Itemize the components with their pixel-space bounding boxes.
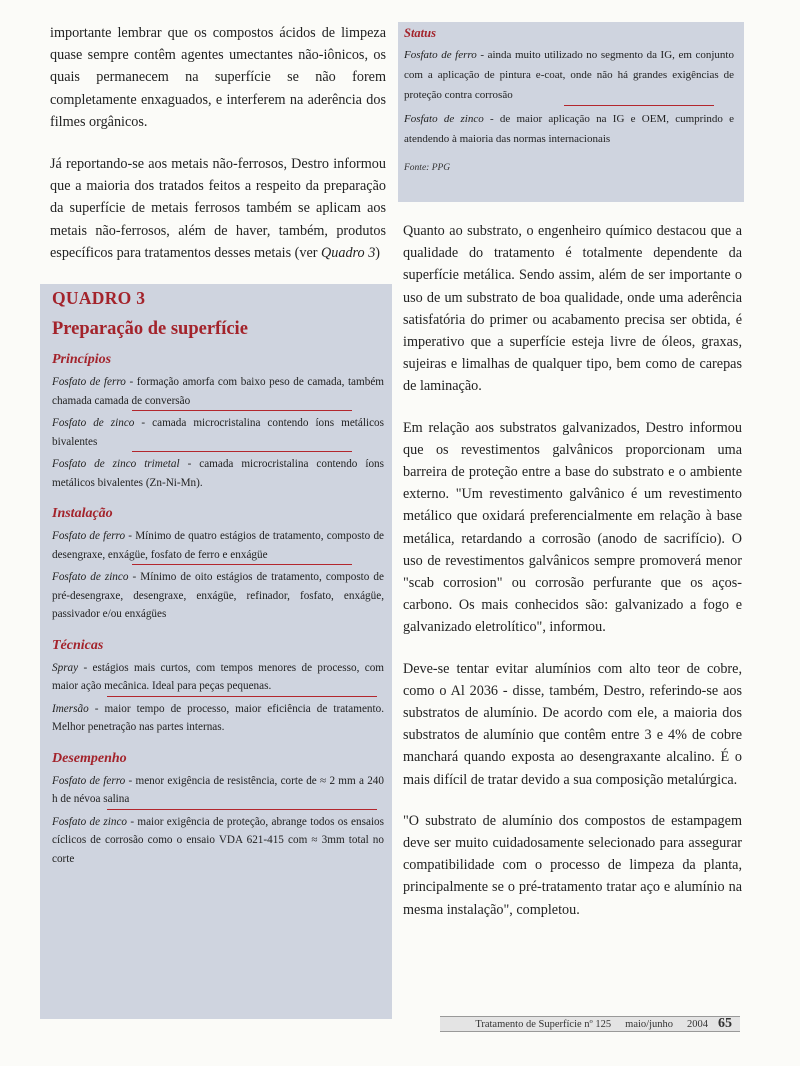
source-note: Fonte: PPG bbox=[404, 163, 451, 173]
item-term: Fosfato de zinco bbox=[52, 571, 129, 583]
quadro-3-box bbox=[40, 284, 392, 1019]
right-column bbox=[403, 220, 742, 921]
item-text: - Mínimo de quatro estágios de tratamento, composto de desengraxe, enxágüe, fosfato de ferro e enxágüe bbox=[52, 530, 384, 561]
item-text: - formação amorfa com baixo peso de camada, também chamada camada de conversão bbox=[52, 376, 384, 407]
item-term: Fosfato de ferro bbox=[52, 774, 126, 787]
section-instalacao bbox=[52, 506, 384, 624]
item-term: Fosfato de ferro bbox=[52, 530, 126, 542]
list-item bbox=[52, 772, 384, 809]
right-paragraph-4: "O substrato de alumínio dos compostos de estampagem deve ser muito cuidadosamente selecionado para assegurar compatibilidade com o processo de limpeza da planta, principalmente se o pré-tratamento tratar aço e alumínio na mesma instalação", completou. bbox=[403, 812, 742, 918]
right-paragraph-2: Em relação aos substratos galvanizados, Destro informou que os revestimentos galvânicos proporcionam uma barreira de proteção entre a base do substrato e o ambiente externo. "Um revestimento galvânico é um revestimento metálico que oxidará preferencialmente em relação à base metálica, retardando a corrosão (anodo de sacrifício). O uso de revestimentos galvânicos sempre promoverá menor "scab corrosion" ou corrosão perfurante que os aços-carbono. Os mais conhecidos são: galvanizado a fogo e galvanizado eletrolítico", informou. bbox=[403, 419, 742, 636]
list-item bbox=[404, 45, 734, 105]
list-item bbox=[52, 414, 384, 451]
left-paragraph-2-end: ) bbox=[375, 244, 381, 261]
quadro-reference: Quadro 3 bbox=[321, 244, 376, 261]
item-term: Spray bbox=[52, 661, 79, 674]
list-item bbox=[52, 527, 384, 564]
section-title: Instalação bbox=[52, 506, 113, 521]
divider bbox=[132, 451, 352, 452]
item-text: - Mínimo de oito estágios de tratamento, composto de pré-desengraxe, desengraxe, enxágüe, refinador, fosfato, enxágüe, passivador e/ou enxágües bbox=[52, 571, 384, 620]
item-text: - camada microcristalina contendo íons metálicos bivalentes bbox=[52, 417, 384, 448]
list-item bbox=[404, 109, 734, 149]
item-text: - menor exigência de resistência, corte de ≈ 2 mm a 240 h de névoa salina bbox=[52, 774, 384, 805]
list-item bbox=[52, 455, 384, 492]
divider bbox=[107, 696, 377, 697]
left-paragraph-1: importante lembrar que os compostos ácidos de limpeza quase sempre contêm agentes umectantes não-iônicos, os quais permanecem na superfície se não forem completamente enxaguados, e interferem na aderência dos filmes orgânicos. bbox=[50, 25, 386, 130]
left-paragraph-2 bbox=[50, 153, 386, 264]
list-item bbox=[52, 659, 384, 696]
item-term: Fosfato de ferro bbox=[404, 49, 477, 61]
divider bbox=[132, 564, 352, 565]
section-title: Princípios bbox=[52, 352, 112, 367]
item-term: Imersão bbox=[52, 702, 89, 715]
publication-name: Tratamento de Superfície nº 125 bbox=[475, 1018, 612, 1030]
list-item bbox=[52, 700, 384, 737]
item-text: - ainda muito utilizado no segmento da IG, em conjunto com a aplicação de pintura e-coat, onde não há grandes exigências de proteção contra corrosão bbox=[404, 49, 734, 101]
item-term: Fosfato de zinco bbox=[52, 815, 128, 828]
status-title: Status bbox=[404, 26, 436, 40]
left-column bbox=[50, 22, 386, 264]
section-desempenho bbox=[52, 751, 384, 869]
item-text: - estágios mais curtos, com tempos menores de processo, com maior ação mecânica. Ideal para peças pequenas. bbox=[52, 661, 384, 692]
status-box bbox=[398, 22, 744, 202]
right-paragraph-3: Deve-se tentar evitar alumínios com alto teor de cobre, como o Al 2036 - disse, também, Destro, referindo-se aos substratos de alumínio. De acordo com ele, a maioria dos substratos de alumínio que contêm entre 3 e 4% de cobre manchará quando exposta ao desengraxante alcalino. É o mais difícil de tratar devido a sua composição metalúrgica. bbox=[403, 660, 742, 788]
issue-label: maio/junho bbox=[625, 1018, 673, 1030]
right-paragraph-1: Quanto ao substrato, o engenheiro químico destacou que a qualidade do tratamento é totalmente dependente da superfície metálica. Sendo assim, além de ser importante o uso de um substrato de boa qualidade, onde uma aderência satisfatória do primer ou acabamento precisa ser obtida, é imperativo que a superfície esteja livre de óleos, graxas, sujeiras e limalhas de qualquer tipo, bem como de carepas de laminação. bbox=[403, 223, 742, 395]
section-principios bbox=[52, 352, 384, 492]
item-term: Fosfato de zinco trimetal bbox=[52, 458, 180, 470]
page-footer bbox=[440, 1016, 740, 1032]
divider bbox=[564, 105, 714, 106]
item-text: - camada microcristalina contendo íons metálicos bivalentes (Zn-Ni-Mn). bbox=[52, 458, 384, 489]
item-text: - maior exigência de proteção, abrange todos os ensaios cíclicos de corrosão como o ensaio VDA 621-415 com ≈ 3mm total no corte bbox=[52, 815, 384, 865]
item-term: Fosfato de ferro bbox=[52, 376, 126, 388]
quadro-tag: QUADRO 3 bbox=[52, 288, 146, 308]
list-item bbox=[52, 568, 384, 624]
item-term: Fosfato de zinco bbox=[52, 417, 135, 429]
list-item bbox=[52, 813, 384, 869]
divider bbox=[107, 809, 377, 810]
section-title: Técnicas bbox=[52, 637, 104, 653]
page-number: 65 bbox=[718, 1016, 732, 1031]
year-label: 2004 bbox=[687, 1018, 708, 1030]
item-text: - de maior aplicação na IG e OEM, cumprindo e atendendo à maioria das normas internacionais bbox=[404, 113, 734, 145]
divider bbox=[132, 410, 352, 411]
left-paragraph-2-text: Já reportando-se aos metais não-ferrosos, Destro informou que a maioria dos tratados feitos a respeito da preparação da superfície de metais ferrosos também se aplicam aos metais não-ferrosos, além de haver, também, produtos específicos para tratamentos desses metais (ver bbox=[50, 156, 386, 261]
list-item bbox=[52, 373, 384, 410]
item-term: Fosfato de zinco bbox=[404, 113, 484, 125]
quadro-title: Preparação de superfície bbox=[52, 319, 248, 339]
section-tecnicas bbox=[52, 638, 384, 737]
item-text: - maior tempo de processo, maior eficiência de tratamento. Melhor penetração nas partes internas. bbox=[52, 702, 384, 733]
section-title: Desempenho bbox=[52, 750, 127, 766]
